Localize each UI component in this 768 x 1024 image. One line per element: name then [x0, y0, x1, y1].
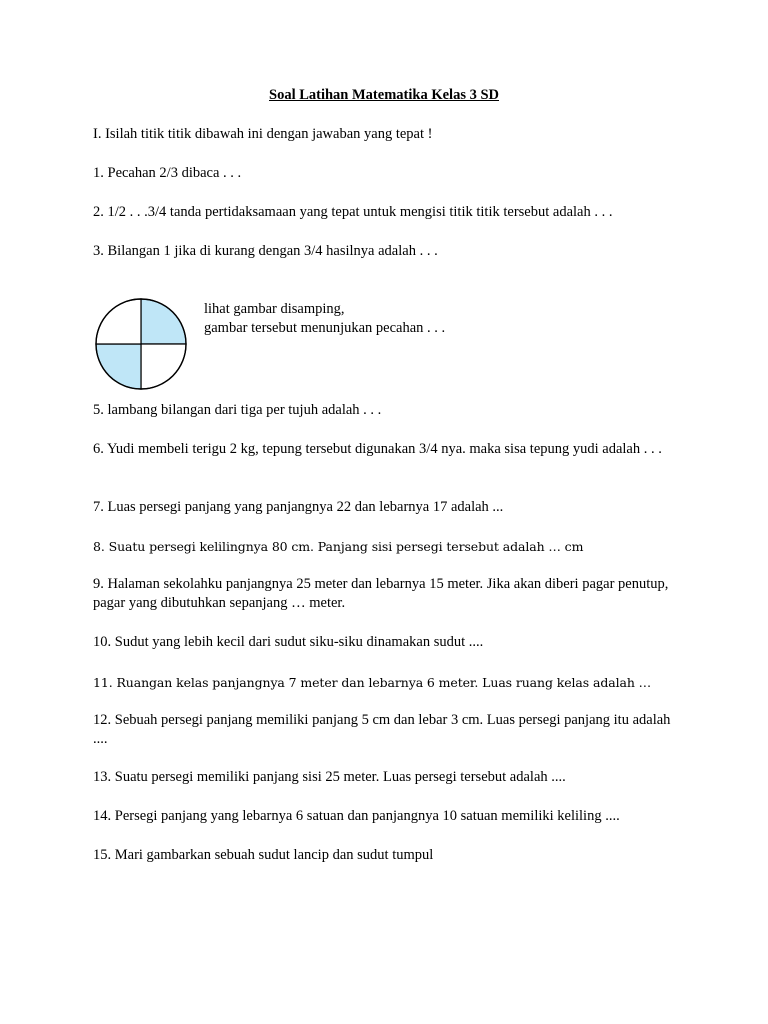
question-15: 15. Mari gambarkan sebuah sudut lancip dan sudut tumpul [93, 847, 434, 863]
page-title: Soal Latihan Matematika Kelas 3 SD [269, 87, 499, 103]
question-4-line-1: lihat gambar disamping, [204, 301, 345, 317]
question-11: 11. Ruangan kelas panjangnya 7 meter dan lebarnya 6 meter. Luas ruang kelas adalah … [93, 675, 652, 690]
fraction-circle-figure [94, 297, 188, 391]
question-6: 6. Yudi membeli terigu 2 kg, tepung tersebut digunakan 3/4 nya. maka sisa tepung yudi adalah . . . [93, 441, 662, 457]
question-7: 7. Luas persegi panjang yang panjangnya 22 dan lebarnya 17 adalah ... [93, 499, 504, 515]
question-13: 13. Suatu persegi memiliki panjang sisi 25 meter. Luas persegi tersebut adalah .... [93, 769, 566, 785]
question-8: 8. Suatu persegi kelilingnya 80 cm. Panjang sisi persegi tersebut adalah … cm [93, 539, 584, 554]
question-5: 5. lambang bilangan dari tiga per tujuh adalah . . . [93, 402, 382, 418]
question-1: 1. Pecahan 2/3 dibaca . . . [93, 165, 242, 181]
question-9 [93, 575, 683, 613]
question-4-line-2: gambar tersebut menunjukan pecahan . . . [204, 320, 446, 336]
question-14: 14. Persegi panjang yang lebarnya 6 satuan dan panjangnya 10 satuan memiliki keliling .... [93, 808, 620, 824]
instruction-text: I. Isilah titik titik dibawah ini dengan jawaban yang tepat ! [93, 126, 433, 142]
question-10: 10. Sudut yang lebih kecil dari sudut siku-siku dinamakan sudut .... [93, 634, 484, 650]
question-3: 3. Bilangan 1 jika di kurang dengan 3/4 hasilnya adalah . . . [93, 243, 438, 259]
question-12: 12. Sebuah persegi panjang memiliki panjang 5 cm dan lebar 3 cm. Luas persegi panjang itu adalah .... [93, 712, 671, 747]
question-2: 2. 1/2 . . .3/4 tanda pertidaksamaan yang tepat untuk mengisi titik titik tersebut adalah . . . [93, 204, 613, 220]
question-9-text: 9. Halaman sekolahku panjangnya 25 meter dan lebarnya 15 meter. Jika akan diberi pagar penutup, pagar yang dibutuhkan sepanjang … meter. [93, 576, 669, 611]
